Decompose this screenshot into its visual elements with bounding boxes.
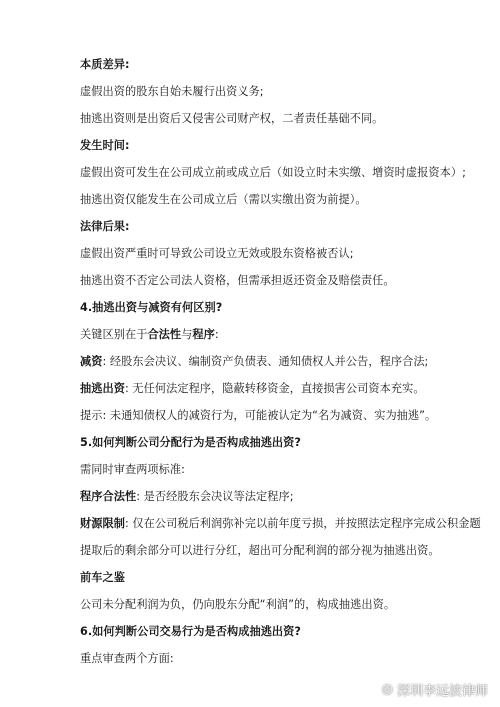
heading-time-of-occurrence: 发生时间: [80,139,130,152]
heading-q5: 5.如何判断公司分配行为是否构成抽逃出资? [80,436,301,449]
paragraph-false-timing: 虚假出资可发生在公司成立前或成立后（如设立时未实缴、增资时虚报资本）; [80,166,466,179]
text: : 经股东会决议、编制资产负债表、通知债权人并公告，程序合法; [102,355,429,368]
term-source-limit: 财源限制 [80,517,125,530]
paragraph-withdrawal-consequence: 抽逃出资不否定公司法人资格，但需承担返还资金及赔偿责任。 [80,274,395,287]
heading-q4: 4.抽逃出资与减资有何区别? [80,301,223,314]
paragraph-two-aspects: 重点审查两个方面: [80,652,174,665]
emphasis-legality: 合法性 [147,328,182,341]
heading-precedent: 前车之鉴 [80,571,125,584]
text: 与 [181,328,193,341]
paragraph-false-contribution: 虚假出资的股东自始未履行出资义务; [80,85,264,98]
zhihu-icon: ◎ [381,682,393,697]
watermark-text: 深圳李远波律师 [396,684,488,699]
paragraph-two-standards: 需同时审查两项标准: [80,463,185,476]
paragraph-source-limit-cont: 提取后的剩余部分可以进行分红，超出可分配利润的部分视为抽逃出资。 [80,544,440,557]
term-procedure-legality: 程序合法性 [80,490,137,503]
heading-q6: 6.如何判断公司交易行为是否构成抽逃出资? [80,625,301,638]
heading-essential-difference: 本质差异: [80,58,130,71]
paragraph-false-consequence: 虚假出资严重时可导致公司设立无效或股东资格被否认; [80,247,354,260]
paragraph-capital-reduction [80,354,428,370]
paragraph-source-limit [80,516,481,532]
paragraph-withdrawal-timing: 抽逃出资仅能发生在公司成立后（需以实缴出资为前提）。 [80,193,367,206]
paragraph-tip: 提示: 未通知债权人的减资行为，可能被认定为“名为减资、实为抽逃”。 [80,409,437,422]
term-capital-reduction: 减资 [80,355,103,368]
text: : 无任何法定程序，隐蔽转移资金，直接损害公司资本充实。 [124,382,425,395]
paragraph-withdrawal-contribution: 抽逃出资则是出资后又侵害公司财产权，二者责任基础不同。 [80,112,384,125]
emphasis-procedure: 程序 [192,328,215,341]
watermark [382,680,488,699]
text: : 是否经股东会决议等法定程序; [136,490,294,503]
text: : 仅在公司税后利润弥补完以前年度亏损，并按照法定程序完成公积金题 [124,517,481,530]
text: 关键区别在于 [80,328,148,341]
term-withdrawal: 抽逃出资 [80,382,125,395]
text: : [214,328,219,341]
heading-legal-consequences: 法律后果: [80,220,130,233]
paragraph-key-difference [80,327,219,343]
paragraph-procedure-legality [80,489,294,505]
paragraph-withdrawal-definition [80,381,425,397]
paragraph-precedent: 公司未分配利润为负，仍向股东分配“利润”的，构成抽逃出资。 [80,598,396,611]
